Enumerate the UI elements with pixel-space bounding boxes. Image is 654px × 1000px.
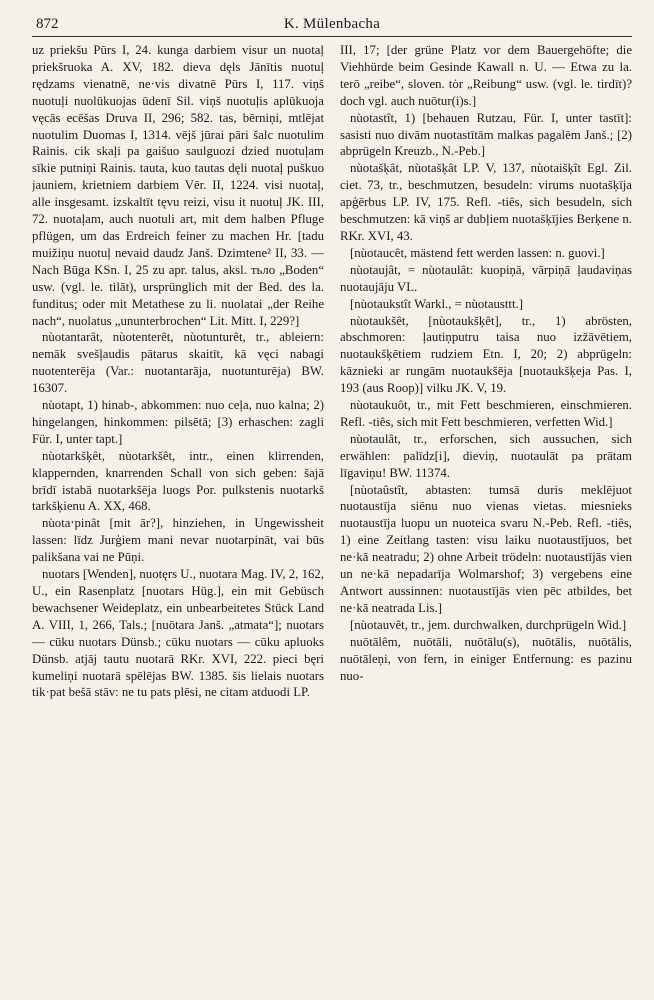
left-column: [32, 42, 324, 992]
entry-paragraph: nùotaulât, tr., erforschen, sich aussuchen, sich erwählen: palīdz[i], dieviņ, nuotaulāt pa prātam līgaviņu! BW. 11374.: [340, 431, 632, 480]
entry-paragraph: nùotaukuôt, tr., mit Fett beschmieren, einschmieren. Refl. -tiês, sich mit Fett beschmieren, verfetten Wid.]: [340, 398, 632, 429]
page-number: 872: [36, 16, 59, 32]
entry-paragraph: nùotarkšķêt, nùotarkšêt, intr., einen klirrenden, klappernden, knarrenden Schall von sich geben: šajā brīdī istabā nuotarkšēja luogs Por. pulkstenis nuotarkš tarkšķienu A. XX, 468.: [32, 448, 324, 514]
entry-paragraph: III, 17; [der grüne Platz vor dem Bauergehöfte; die Viehhürde beim Gesinde Kawall n. U. — Etwa zu la. terō „reibe“, sloven. tȯr „Reibung“ usw. (vgl. le. tirdīt)? doch vgl. auch nuōtur(i)s.]: [340, 43, 632, 108]
entry-paragraph: [nùotaukstît Warkl., = nùotausttt.]: [350, 296, 524, 311]
page-header: [32, 14, 632, 37]
entry-paragraph: nuōtālêm, nuōtāli, nuōtālu(s), nuōtālis, nuōtālis, nuōtāleņi, von fern, in einiger Entfernung: es pazinu nuo-: [340, 634, 632, 683]
entry-paragraph: nùotastît, 1) [behauen Rutzau, Für. I, unter tastīt]: sasisti nuo divām nuotastītām malkas pagalēm Janš.; [2) abprügeln Kreuzb., N.-Peb.]: [340, 110, 632, 159]
entry-paragraph: nùotantarât, nùotenterêt, nùotunturêt, tr., ableiern: nemāk svešļaudis pātarus skaitīt, kā vęci nabagi nuotenterēja (Var.: nuotantarāja, nuotunturēja) BW. 16307.: [32, 330, 324, 396]
right-column: [340, 42, 632, 992]
entry-paragraph: [nùotauvêt, tr., jem. durchwalken, durchprügeln Wid.]: [350, 617, 627, 632]
text-columns: [32, 42, 632, 992]
entry-paragraph: nùota‧pinât [mit ār?], hinziehen, in Ungewissheit lassen: līdz Jurģiem mani nevar nuotarpināt, vai būs palikšana vai ne Pūņi.: [32, 516, 324, 565]
entry-paragraph: nùotaukšêt, [nùotaukšķêt], tr., 1) abrösten, abschmoren: ļautiņputru taisa nuo izžāvētiem, nuotaukšķētiem rudziem Etn. I, 20; 2) abprügeln: kāznieki ar rungām nuotaukšēja [nuotaukšķeja Pas. I, 193 (aus Roop)] vilku JK. V, 19.: [340, 313, 632, 396]
entry-paragraph: nùotašķât, nùotašķât LP. V, 137, nùotaišķît Egl. Zil. ciet. 73, tr., beschmutzen, besudeln: virums nuotašķīja apģērbus LP. IV, 175. Refl. -tiês, sich besudeln, sich beschmutzen: kā viņš ar dubļiem nuotašķījies Berķene n. RKr. XVI, 43.: [340, 161, 632, 243]
entry-paragraph: nuotars [Wenden], nuotęrs U., nuotara Mag. IV, 2, 162, U., ein Rasenplatz [nuotars Hüg.], ein mit Gebüsch bewachsener Weideplatz, ein unbearbeitetes Stück Land A. VIII, 1, 266, Tals.; [nuōtara Janš. „atmata“]; nuotars — cūku nuotars Dünsb.; cūku nuotars — cūku apluoks Dünsb. atjāj tautu nuotarā RKr. XVI, 222. pieci bęri kumeliņi nuotarā spēlējas BW. 1385. šis lielais nuotars tik·pat bešā stāv: ne tu pats plēsi, ne citam atduodi LP.: [32, 567, 324, 700]
entry-paragraph: [nùotaucêt, mästend fett werden lassen: n. guovi.]: [350, 245, 605, 260]
entry-paragraph: [nùotaûstît, abtasten: tumsā duris meklējuot nuotaustīja siēnu nuo vienas vietas. miesnieks nuotaustīja luopu un nuoteica svaru N.-Peb. Refl. -tiês, 1) eine Zeitlang tasten: visu laiku nuotaustījuos, bet ne·kā neatradu; 2) ohne Arbeit trödeln: nuotaustījās vien un ne·kā nepadarīja Wolmarshof; 3) vergebens eine Antwort aussinnen: nuotaustījās vien pēc atbildes, bet ne·kā neatrada Lis.]: [340, 482, 632, 615]
running-head: K. Mülenbacha: [283, 16, 381, 32]
entry-paragraph: uz priekšu Pūrs I, 24. kunga darbiem visur un nuotaļ priekšruoka A. XV, 182. dieva dęls Jānītis nuotuļ rędzams vienatnē, ne·vis divatnē Pūrs I, 117. viņš nuotuļi nuolūkuojas ūdenī Sil. viņš nuotuļis aplūkuoja vęcās ecēšas Druva II, 296; 582. tas, bērniņi, mtlējat nuotulim Duomas I, 1314. vējš jūrai pāri šalc nuotulim Rainis. cik skaļi pa gaišuo saulguozi dzied nuotuļam sīkie putniņi Rainis. tauta, kuo tautas dęli nuotaļ puškuo jauniem, krietniem darbiem Vēr. II, 1224. visi nuotaļ, alle insgesamt. izskaltīt tęvu reizi, visu it nuotuļ JK. III, 72. nuotaļam, auch nuotuli art, mit dem halben Pfluge pflügen, um das Erdreich feiner zu machen Hr. [tadu muižiņu nuotuļ nevaid daudz Janš. Dzimtene² II, 33. — Nach Būga KSn. I, 25 zu apr. talus, aksl. тьло „Boden“ usw. (vgl. le. tilāt), ursprünglich mit der Bed. des la. funditus; oder mit Metathese zu li. nuolatai „der Reihe nach“, nuolatus „ununterbrochen“ Lit. Mitt. I, 229?]: [32, 43, 324, 328]
entry-paragraph: nùotapt, 1) hinab-, abkommen: nuo ceļa, nuo kalna; 2) hingelangen, hinkommen: pilsētā; [3) erhaschen: zagli Für. I, unter tapt.]: [32, 398, 324, 446]
entry-paragraph: nùotaujât, = nùotaulât: kuopiņā, vārpiņā ļaudaviņas nuotaujāju VL.: [340, 262, 632, 294]
